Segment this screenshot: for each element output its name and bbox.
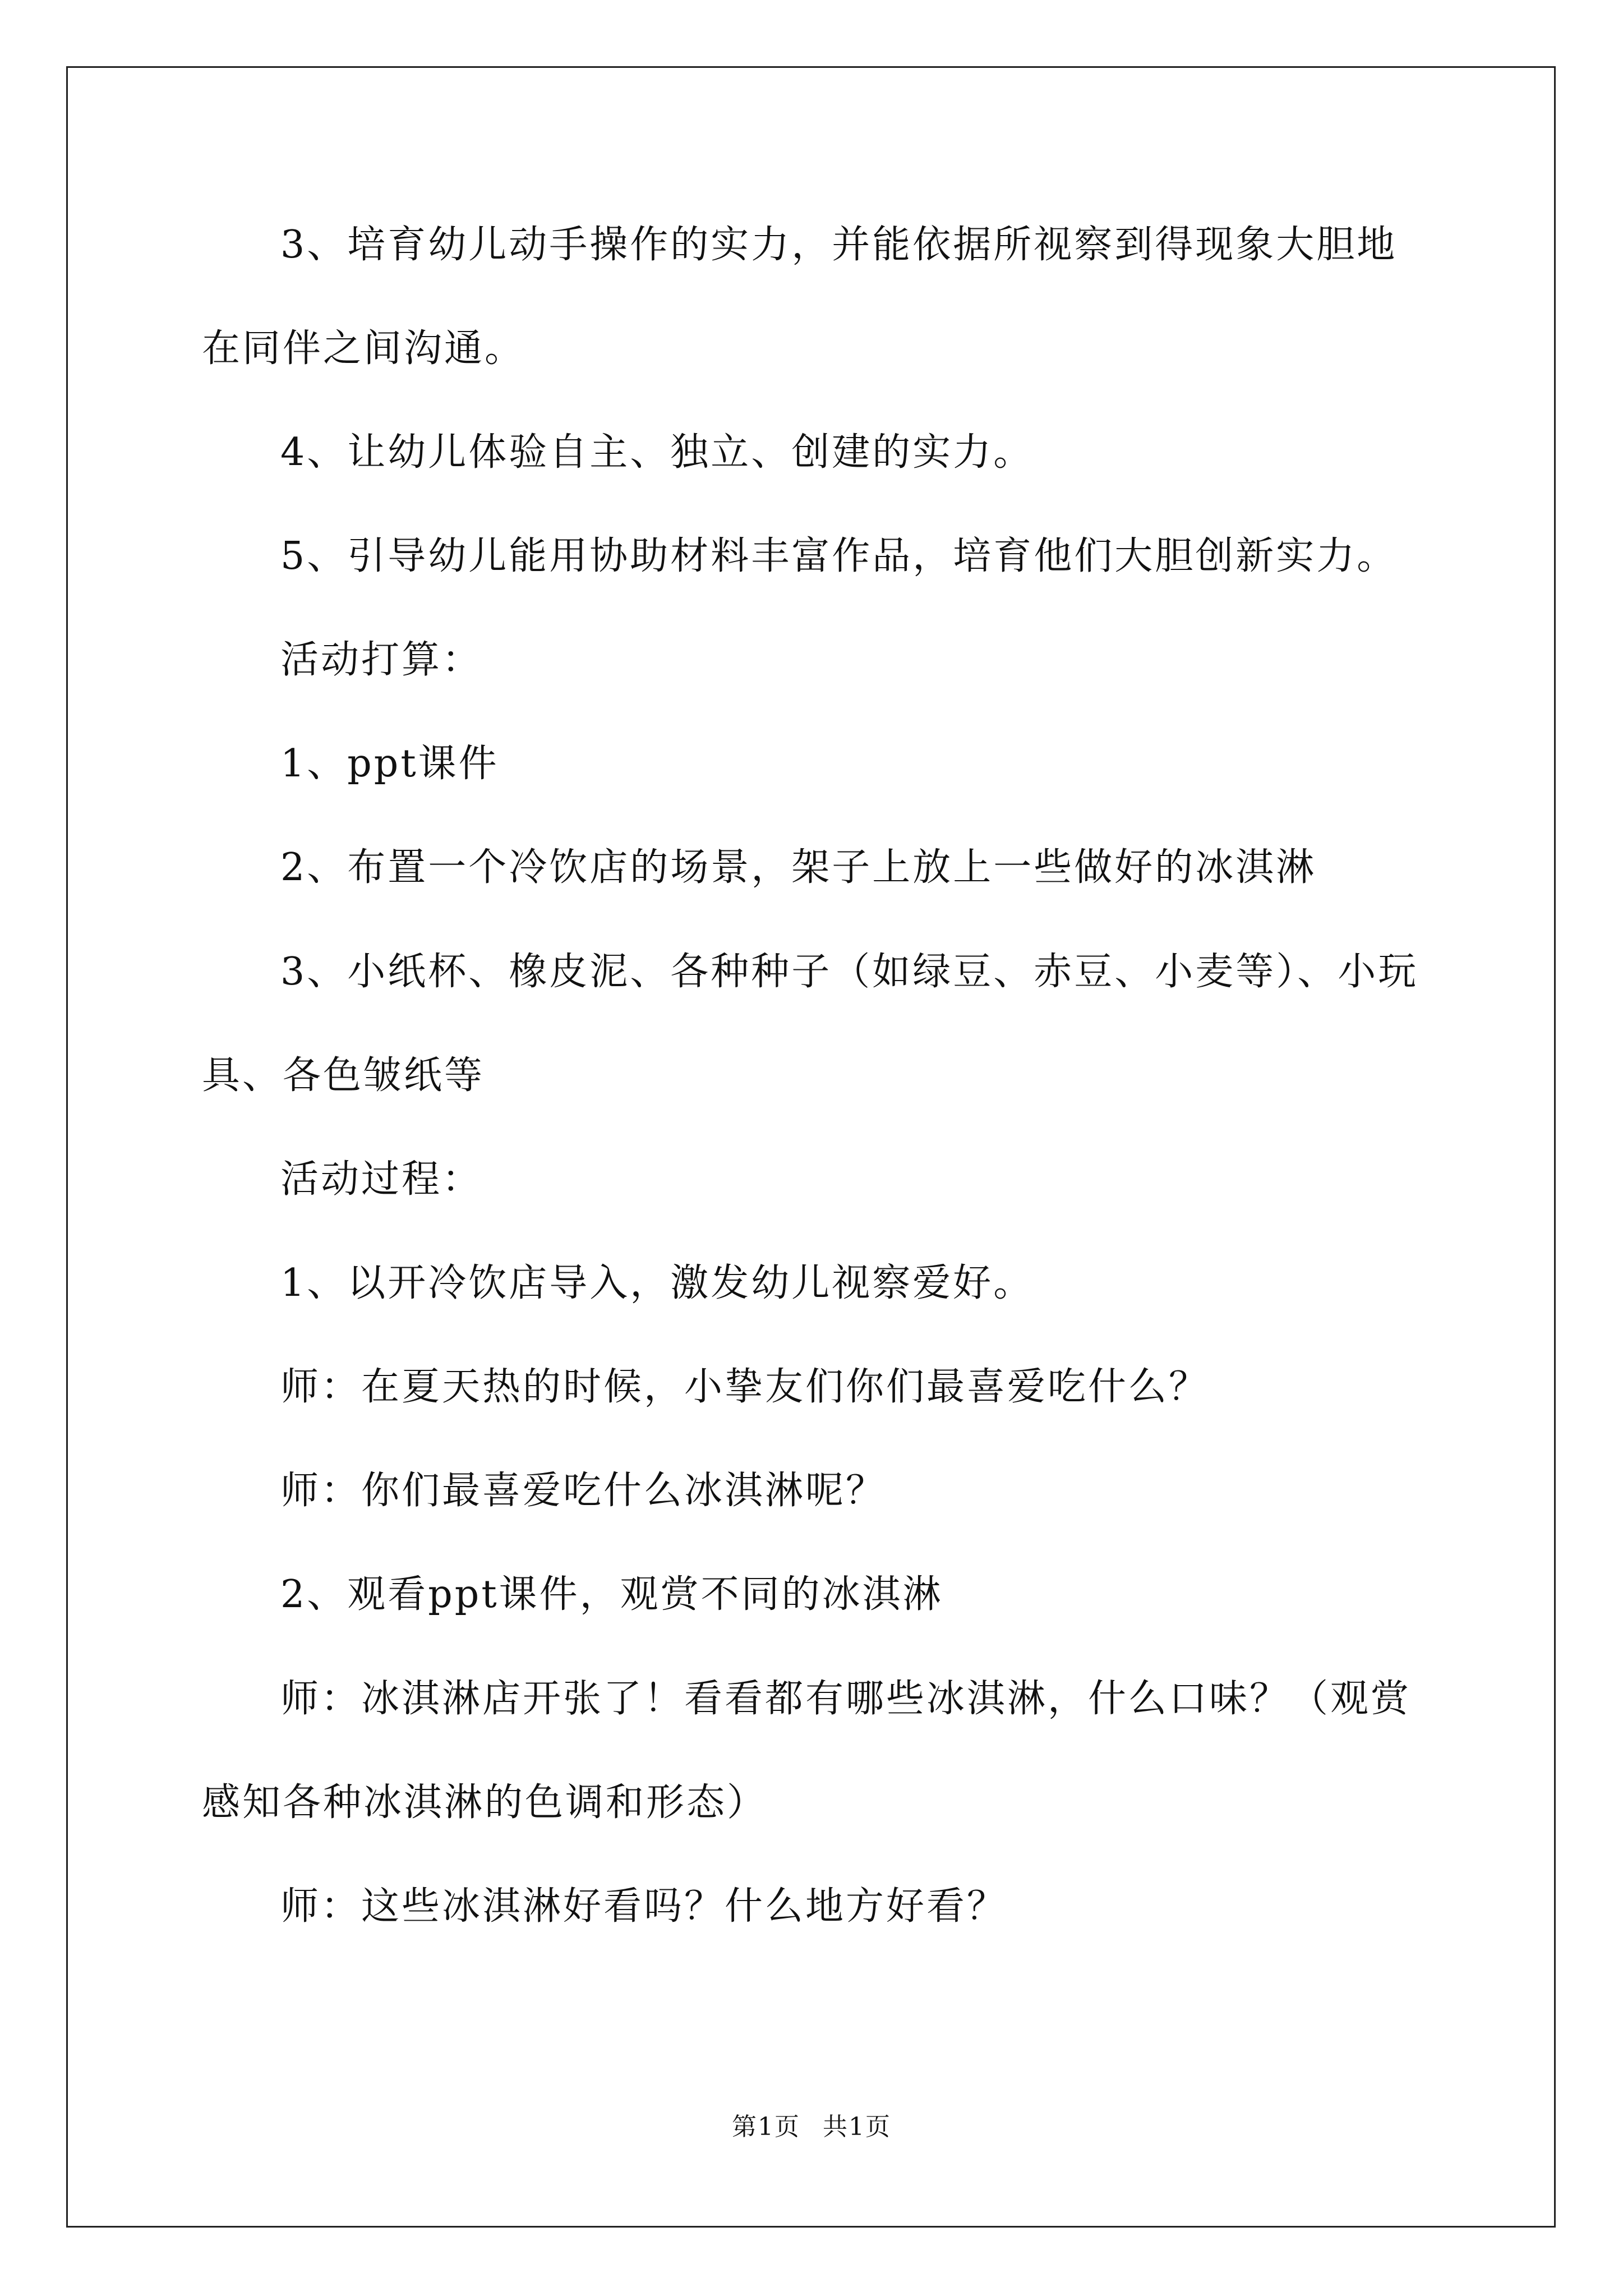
paragraph-teacher-question-2: 师：你们最喜爱吃什么冰淇淋呢？ (280, 1469, 887, 1513)
document-body (202, 219, 1430, 1985)
paragraph-goal-3: 3、培育幼儿动手操作的实力，并能依据所视察到得现象大胆地在同伴之间沟通。 (202, 223, 1398, 371)
paragraph-goal-4: 4、让幼儿体验自主、独立、创建的实力。 (280, 430, 1034, 475)
paragraph-goal-5: 5、引导幼儿能用协助材料丰富作品，培育他们大胆创新实力。 (280, 534, 1398, 578)
paragraph-process-1: 1、以开冷饮店导入，激发幼儿视察爱好。 (280, 1261, 1034, 1305)
page-total: 共1页 (823, 2113, 891, 2141)
paragraph-teacher-question-4: 师：这些冰淇淋好看吗？什么地方好看？ (280, 1884, 1008, 1929)
paragraph-prep-3: 3、小纸杯、橡皮泥、各种种子（如绿豆、赤豆、小麦等）、小玩具、各色皱纸等 (202, 950, 1419, 1098)
page-number: 第1页 (732, 2113, 800, 2141)
section-heading-process: 活动过程： (280, 1157, 483, 1202)
paragraph-teacher-question-3: 师：冰淇淋店开张了！看看都有哪些冰淇淋，什么口味？（观赏感知各种冰淇淋的色调和形态） (202, 1677, 1412, 1825)
paragraph-process-2: 2、观看ppt课件，观赏不同的冰淇淋 (280, 1572, 943, 1617)
paragraph-teacher-question-1: 师：在夏天热的时候，小挚友们你们最喜爱吃什么？ (280, 1365, 1210, 1409)
section-heading-preparation: 活动打算： (280, 638, 483, 682)
paragraph-prep-1: 1、ppt课件 (280, 742, 499, 786)
paragraph-prep-2: 2、布置一个冷饮店的场景，架子上放上一些做好的冰淇淋 (280, 845, 1317, 890)
page-footer (0, 2106, 1623, 2142)
